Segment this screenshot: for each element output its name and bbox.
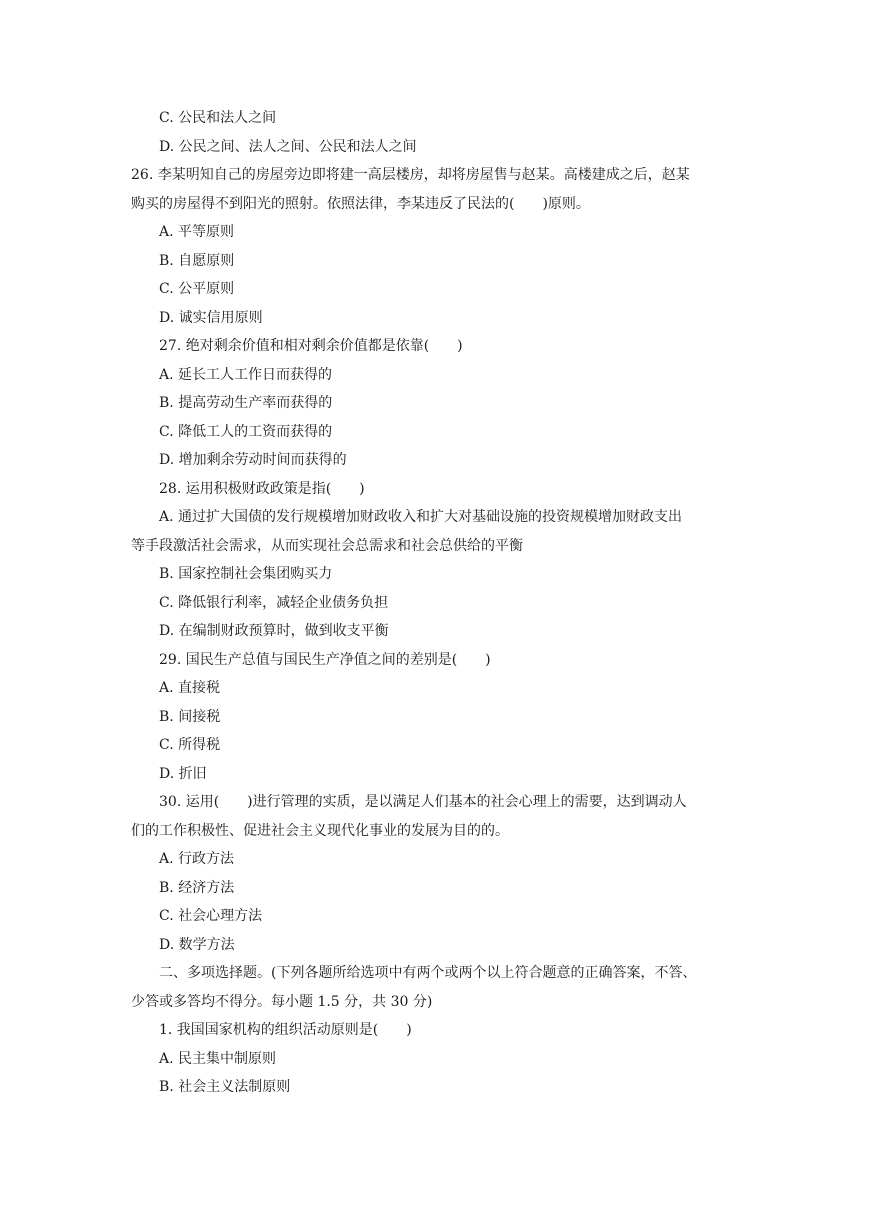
- question-29: 29. 国民生产总值与国民生产净值之间的差别是( ): [159, 652, 491, 668]
- option-30-b: B. 经济方法: [159, 880, 235, 896]
- question-30-line-2: 们的工作积极性、促进社会主义现代化事业的发展为目的的。: [131, 823, 509, 839]
- option-27-b: B. 提高劳动生产率而获得的: [159, 395, 333, 411]
- option-29-b: B. 间接税: [159, 709, 221, 725]
- section-2-heading-line-2: 少答或多答均不得分。每小题 1.5 分，共 30 分): [131, 994, 433, 1010]
- multi-question-1: 1. 我国国家机构的组织活动原则是( ): [159, 1022, 412, 1038]
- multi-option-1-b: B. 社会主义法制原则: [159, 1079, 291, 1095]
- option-26-c: C. 公平原则: [159, 281, 235, 297]
- question-30-line-1: 30. 运用( )进行管理的实质，是以满足人们基本的社会心理上的需要，达到调动人: [159, 794, 687, 810]
- option-29-a: A. 直接税: [159, 680, 221, 696]
- option-26-a: A. 平等原则: [159, 224, 235, 240]
- option-28-a-line-1: A. 通过扩大国债的发行规模增加财政收入和扩大对基础设施的投资规模增加财政支出: [159, 509, 683, 525]
- question-28: 28. 运用积极财政政策是指( ): [159, 481, 365, 497]
- option-28-d: D. 在编制财政预算时，做到收支平衡: [159, 623, 389, 639]
- option-27-c: C. 降低工人的工资而获得的: [159, 424, 333, 440]
- option-30-d: D. 数学方法: [159, 937, 235, 953]
- option-30-c: C. 社会心理方法: [159, 908, 263, 924]
- option-29-c: C. 所得税: [159, 737, 221, 753]
- question-27: 27. 绝对剩余价值和相对剩余价值都是依靠( ): [159, 338, 463, 354]
- option-28-b: B. 国家控制社会集团购买力: [159, 566, 333, 582]
- option-27-d: D. 增加剩余劳动时间而获得的: [159, 452, 347, 468]
- option-30-a: A. 行政方法: [159, 851, 235, 867]
- option-29-d: D. 折旧: [159, 766, 207, 782]
- option-27-a: A. 延长工人工作日而获得的: [159, 367, 333, 383]
- option-25-d: D. 公民之间、法人之间、公民和法人之间: [159, 139, 417, 155]
- option-28-a-line-2: 等手段激活社会需求，从而实现社会总需求和社会总供给的平衡: [131, 538, 523, 554]
- question-26-line-1: 26. 李某明知自己的房屋旁边即将建一高层楼房，却将房屋售与赵某。高楼建成之后，赵某: [131, 167, 690, 183]
- section-2-heading-line-1: 二、多项选择题。(下列各题所给选项中有两个或两个以上符合题意的正确答案，不答、: [159, 965, 697, 981]
- multi-option-1-a: A. 民主集中制原则: [159, 1051, 277, 1067]
- option-26-b: B. 自愿原则: [159, 253, 235, 269]
- option-26-d: D. 诚实信用原则: [159, 310, 263, 326]
- option-28-c: C. 降低银行利率，减轻企业债务负担: [159, 595, 389, 611]
- question-26-line-2: 购买的房屋得不到阳光的照射。依照法律，李某违反了民法的( )原则。: [131, 196, 590, 212]
- option-25-c: C. 公民和法人之间: [159, 110, 277, 126]
